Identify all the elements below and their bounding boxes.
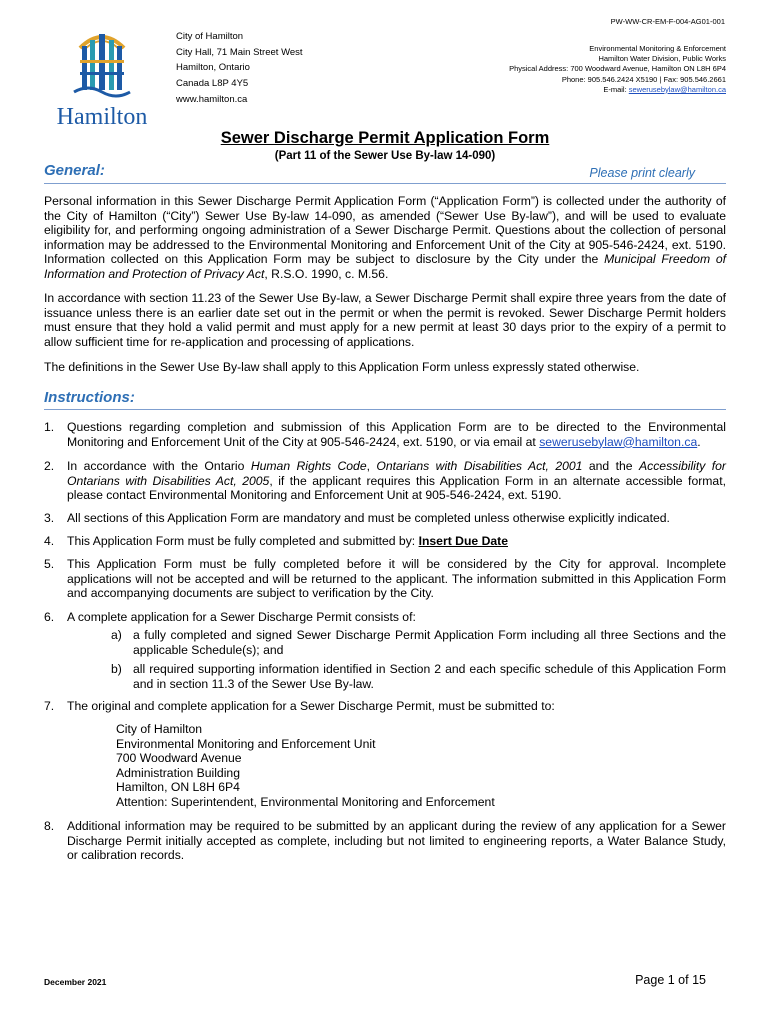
website-link[interactable]: www.hamilton.ca (176, 93, 248, 105)
mailing-address-line: Hamilton, ON L8H 6P4 (116, 780, 240, 795)
document-code: PW-WW-CR-EM-F-004-AG01-001 (610, 17, 725, 26)
email-link[interactable]: sewerusebylaw@hamilton.ca (539, 434, 698, 449)
email-link[interactable]: sewerusebylaw@hamilton.ca (628, 84, 726, 94)
page-subtitle: (Part 11 of the Sewer Use By-law 14-090) (274, 150, 496, 162)
page-title: Sewer Discharge Permit Application Form (220, 129, 550, 147)
address-line: City Hall, 71 Main Street West (176, 46, 303, 58)
contact-line: Physical Address: 700 Woodward Avenue, Hamilton ON L8H 6P4 (509, 64, 726, 74)
contact-line: Hamilton Water Division, Public Works (598, 54, 726, 64)
mailing-address-line: City of Hamilton (116, 722, 203, 736)
contact-line: Environmental Monitoring & Enforcement (589, 44, 726, 53)
general-paragraph-expiry: In accordance with section 11.23 of the Sewer Use By-law, a Sewer Discharge Permit shall expire three years from the date of issuance unless there is an earlier date set out in the permit or when the permit is revoked. Sewer Discharge Permit holders must ensure that they hold a valid permit and must apply for a new permit at least 30 days prior to the expiry of a permit to allow sufficient time for re-application and processing of applications. (44, 291, 726, 349)
section-divider (44, 183, 726, 184)
address-line: Hamilton, Ontario (176, 62, 250, 74)
hamilton-logo-icon (44, 22, 160, 100)
mailing-address-line: Environmental Monitoring and Enforcement Unit (116, 736, 376, 751)
general-paragraph-definitions: The definitions in the Sewer Use By-law shall apply to this Application Form unless expressly stated otherwise. (44, 360, 640, 374)
page-number: Page 1 of 15 (635, 973, 706, 987)
general-heading: General: (44, 162, 105, 179)
mailing-address-line: Attention: Superintendent, Environmental Monitoring and Enforcement (116, 794, 495, 809)
mailing-address-line: Administration Building (116, 765, 240, 780)
contact-block (509, 44, 726, 95)
footer-date: December 2021 (44, 977, 107, 987)
contact-email-line: E-mail: sewerusebylaw@hamilton.ca (603, 84, 726, 94)
print-clearly-note: Please print clearly (589, 166, 695, 180)
logo-wordmark: Hamilton (56, 104, 148, 130)
city-address-block (176, 29, 303, 108)
city-logo (44, 22, 160, 130)
address-line: Canada L8P 4Y5 (176, 78, 249, 90)
general-paragraph-privacy: Personal information in this Sewer Discharge Permit Application Form (“Application Form”) is collected under the authority of the City of Hamilton (“City”) Sewer Use By-law 14-090, as amended (“Sewer Use By-law”), and will be used to evaluate eligibility for, and performing ongoing administration of a Sewer Discharge Permit. Questions about the collection of personal information may be addressed to the Environmental Monitoring and Enforcement Unit of the City at 905-546-2424, ext. 5190. Information collected on this Application Form may be subject to disclosure by the City under the Municipal Freedom of Information and Protection of Privacy Act, R.S.O. 1990, c. M.56. (44, 194, 727, 281)
due-date-field: Insert Due Date (418, 534, 508, 548)
instructions-heading: Instructions: (44, 389, 135, 406)
address-line: City of Hamilton (176, 31, 244, 42)
mailing-address-line: 700 Woodward Avenue (116, 751, 242, 766)
mailing-address (116, 722, 495, 810)
contact-line: Phone: 905.546.2424 X5190 | Fax: 905.546.2661 (561, 74, 726, 84)
section-divider (44, 409, 726, 410)
